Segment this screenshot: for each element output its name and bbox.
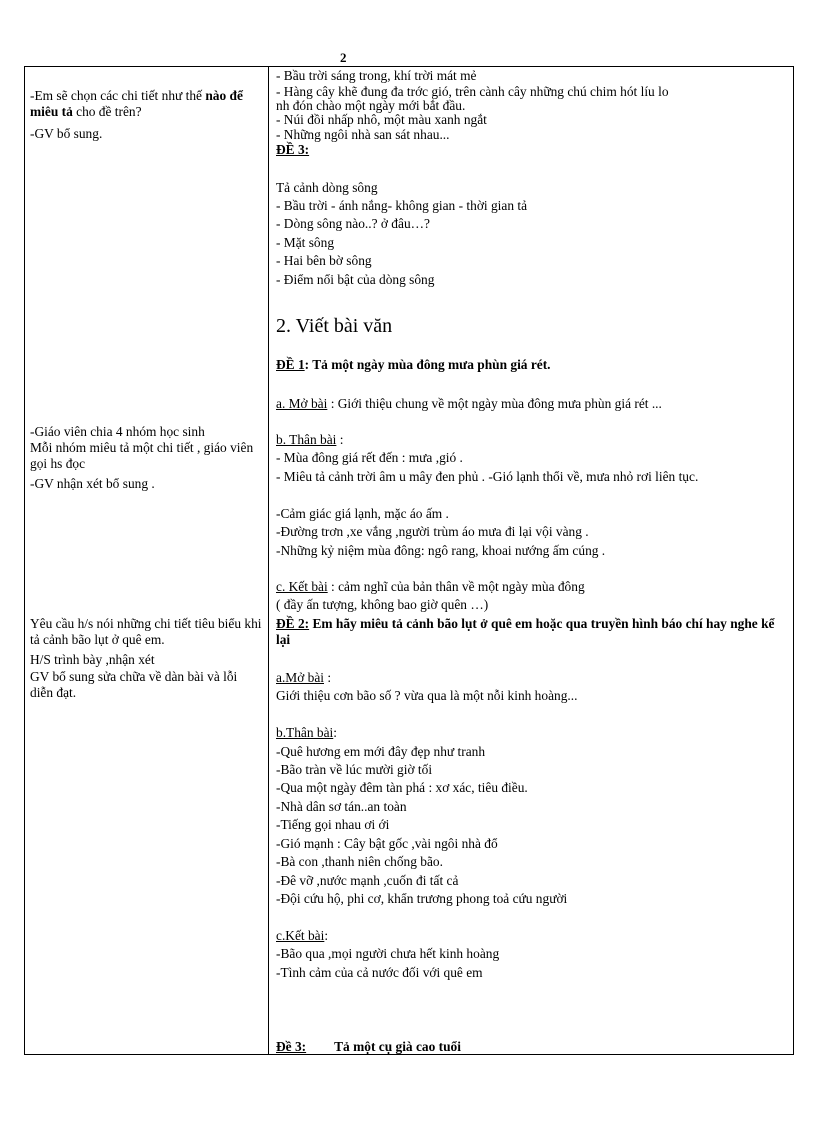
right-top-line-2: - Hàng cây khẽ đung đa trớc gió, trên cành cây những chú chim hót líu lo xyxy=(276,84,669,99)
left-block-3-line-3: GV bổ sung sửa chữa về dàn bài và lỗi diễn đạt. xyxy=(30,669,238,700)
de2-title: Em hãy miêu tả cảnh bão lụt ở quê em hoặc qua truyền hình báo chí hay nghe kể lại xyxy=(276,616,775,647)
left-block-1-line-1-pre: -Em sẽ chọn các chi tiết như thế xyxy=(30,88,206,103)
de1-than-bai-line-1: - Mùa đông giá rết đến : mưa ,gió . xyxy=(276,450,463,465)
de1-label: ĐỀ 1 xyxy=(276,357,305,372)
right-top-line-4: - Núi đồi nhấp nhô, một màu xanh ngắt xyxy=(276,112,487,127)
right-top-line-3: nh đón chào một ngày mới bắt đầu. xyxy=(276,98,466,113)
de2-than-bai-line-1: -Quê hương em mới đây đẹp như tranh xyxy=(276,744,486,759)
de3b-label: Đề 3: xyxy=(276,1039,307,1054)
de2-than-bai-line-4: -Nhà dân sơ tán..an toàn xyxy=(276,799,407,814)
de2-than-bai-line-9: -Đội cứu hộ, phi cơ, khẩn trương phong toả cứu người xyxy=(276,891,568,906)
de2-than-bai-line-8: -Đê vỡ ,nước mạnh ,cuốn đi tất cả xyxy=(276,873,459,888)
de1-heading xyxy=(276,357,551,373)
de1-title: : Tả một ngày mùa đông mưa phùn giá rét. xyxy=(304,357,551,372)
de1-mo-bai-text: : Giới thiệu chung về một ngày mùa đông mưa phùn giá rét ... xyxy=(327,396,662,411)
de2-than-bai-line-3: -Qua một ngày đêm tàn phá : xơ xác, tiêu điều. xyxy=(276,780,528,795)
de2-than-bai-label: b.Thân bài xyxy=(276,725,334,740)
de2-mo-bai-heading xyxy=(276,670,331,686)
de1-ket-bai-label: c. Kết bài xyxy=(276,579,328,594)
section-2-title: 2. Viết bài văn xyxy=(276,315,393,337)
left-block-1-line-1-bold: nào để miêu tả xyxy=(30,88,243,119)
de1-than-bai-line-4: -Đường trơn ,xe vắng ,người trùm áo mưa đi lại vội vàng . xyxy=(276,524,589,539)
de3-line-2: - Bầu trời - ánh nắng- không gian - thời gian tả xyxy=(276,198,528,213)
de1-ket-bai-text: : cảm nghĩ của bản thân về một ngày mùa đông xyxy=(327,579,585,594)
de1-than-bai-label: b. Thân bài xyxy=(276,432,337,447)
de3b-title: Tả một cụ già cao tuổi xyxy=(334,1039,461,1054)
de2-ket-bai-colon: : xyxy=(324,928,329,943)
left-block-1-line-2: -GV bổ sung. xyxy=(30,126,103,141)
de1-mo-bai xyxy=(276,396,662,412)
de1-mo-bai-label: a. Mở bài xyxy=(276,396,328,411)
de2-ket-bai-label: c.Kết bài xyxy=(276,928,325,943)
de3-heading: ĐỀ 3: xyxy=(276,142,310,157)
column-divider xyxy=(268,66,269,1055)
de2-than-bai-line-2: -Bão tràn về lúc mười giờ tối xyxy=(276,762,433,777)
de2-mo-bai-label: a.Mở bài xyxy=(276,670,324,685)
left-block-1-line-1 xyxy=(30,88,262,120)
de3-line-4: - Mặt sông xyxy=(276,235,335,250)
left-block-2-line-3: -GV nhận xét bổ sung . xyxy=(30,476,155,491)
de1-ket-bai-line-2: ( đầy ấn tượng, không bao giờ quên …) xyxy=(276,597,489,612)
de2-label: ĐỀ 2: xyxy=(276,616,310,631)
de2-mo-bai-colon: : xyxy=(324,670,332,685)
left-block-2-line-1: -Giáo viên chia 4 nhóm học sinh xyxy=(30,424,205,439)
de1-than-bai-colon: : xyxy=(336,432,344,447)
de2-ket-bai-line-1: -Bão qua ,mọi người chưa hết kinh hoàng xyxy=(276,946,500,961)
de3b-heading xyxy=(276,1039,461,1055)
de1-than-bai-line-5: -Những kỷ niệm mùa đông: ngô rang, khoai nướng ấm cúng . xyxy=(276,543,606,558)
de2-ket-bai-heading xyxy=(276,928,328,944)
de2-mo-bai-text: Giới thiệu cơn bão số ? vừa qua là một nỗi kinh hoàng... xyxy=(276,688,578,703)
page-number: 2 xyxy=(340,50,347,65)
left-block-1-line-1-post: cho đề trên? xyxy=(72,104,142,119)
right-top-line-5: - Những ngôi nhà san sát nhau... xyxy=(276,127,450,142)
de3-line-1: Tả cảnh dòng sông xyxy=(276,180,378,195)
right-top-line-1: - Bầu trời sáng trong, khí trời mát mẻ xyxy=(276,68,477,83)
left-block-2-line-2: Mỗi nhóm miêu tả một chi tiết , giáo viên gọi hs đọc xyxy=(30,440,254,471)
de1-than-bai-line-3: -Cảm giác giá lạnh, mặc áo ấm . xyxy=(276,506,449,521)
de3-line-5: - Hai bên bờ sông xyxy=(276,253,372,268)
de3-line-3: - Dòng sông nào..? ở đâu…? xyxy=(276,216,430,231)
de2-than-bai-heading xyxy=(276,725,337,741)
de2-ket-bai-line-2: -Tình cảm của cả nước đối với quê em xyxy=(276,965,483,980)
left-block-3-line-1: Yêu cầu h/s nói những chi tiết tiêu biểu khi tả cảnh bão lụt ở quê em. xyxy=(30,616,262,647)
de2-than-bai-line-6: -Gió mạnh : Cây bật gốc ,vài ngôi nhà đổ xyxy=(276,836,498,851)
de2-heading xyxy=(276,616,788,648)
left-block-3-line-2: H/S trình bày ,nhận xét xyxy=(30,652,155,667)
de1-ket-bai xyxy=(276,579,585,595)
de3-line-6: - Điểm nổi bật của dòng sông xyxy=(276,272,435,287)
de2-than-bai-colon: : xyxy=(333,725,337,740)
de2-than-bai-line-5: -Tiếng gọi nhau ơi ới xyxy=(276,817,390,832)
de1-than-bai-heading xyxy=(276,432,343,448)
de1-than-bai-line-2: - Miêu tả cảnh trời âm u mây đen phủ . -Gió lạnh thổi về, mưa nhỏ rơi liên tục. xyxy=(276,469,699,484)
de2-than-bai-line-7: -Bà con ,thanh niên chống bão. xyxy=(276,854,443,869)
